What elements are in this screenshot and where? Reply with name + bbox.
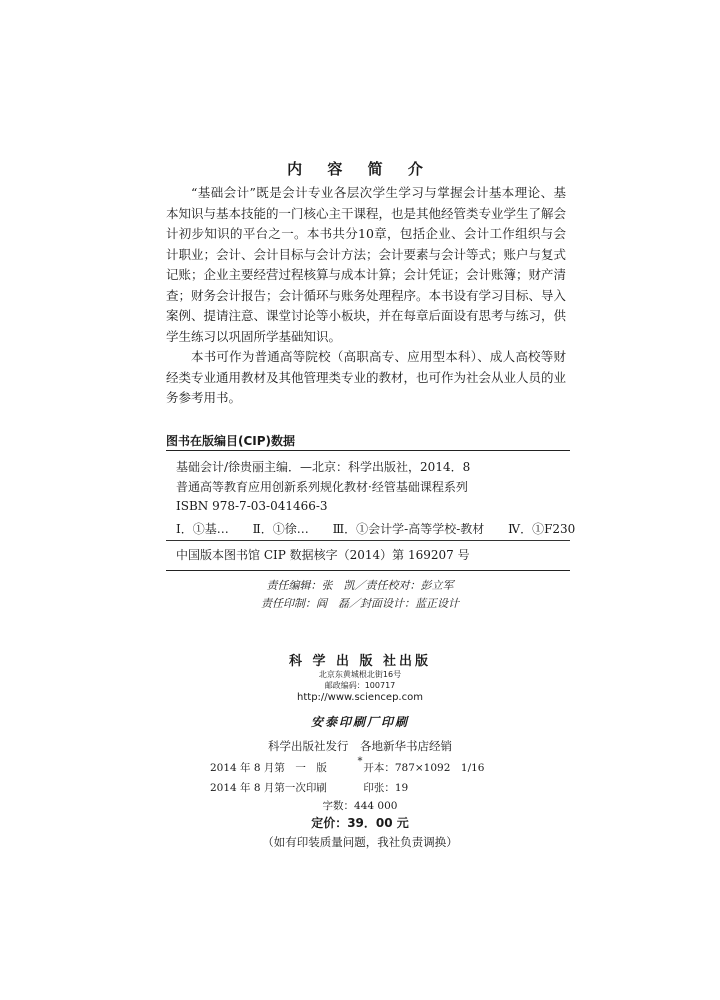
publisher-postcode: 邮政编码：100717 (324, 681, 396, 690)
editors-block (0, 577, 720, 613)
cip-class-4: Ⅳ．①F230 (508, 522, 576, 536)
intro-body (166, 183, 566, 409)
sheets-line: 印张：19 (363, 782, 409, 794)
publisher-url: http://www.sciencep.com (297, 692, 423, 703)
cip-classification (176, 520, 595, 537)
print-info-row-2 (210, 778, 484, 798)
cip-bottom-rule (166, 570, 570, 571)
publisher-block (0, 650, 720, 767)
cip-class-1: Ⅰ．①基… (176, 522, 229, 536)
publisher-name: 科 学 出 版 社出版 (288, 654, 432, 669)
cip-line-series: 普通高等教育应用创新系列规化教材·经管基础课程系列 (176, 479, 468, 494)
editors-line-1: 责任编辑：张 凯／责任校对：彭立军 (266, 579, 454, 592)
cip-heading: 图书在版编目(CIP)数据 (166, 434, 296, 448)
cip-record-number: 中国版本图书馆 CIP 数据核字（2014）第 169207 号 (176, 548, 470, 562)
cip-top-rule (166, 450, 570, 451)
cip-class-3: Ⅲ．①会计学-高等学校-教材 (332, 522, 485, 536)
price: 定价：39．00 元 (311, 816, 409, 830)
print-info (210, 758, 484, 798)
editors-line-2: 责任印制：阎 磊／封面设计：蓝正设计 (261, 597, 459, 610)
distributor-line: 科学出版社发行 各地新华书店经销 (268, 739, 452, 753)
cip-record (176, 458, 566, 517)
cip-line-isbn: ISBN 978-7-03-041466-3 (176, 499, 328, 513)
printing-line: 2014 年 8 月第一次印刷 (210, 782, 327, 794)
printer-name: 安泰印刷厂印刷 (310, 715, 409, 729)
cip-middle-rule (166, 540, 570, 541)
intro-paragraph-1: “基础会计”既是会计专业各层次学生学习与掌握会计基本理论、基本知识与基本技能的一门核心主干课程，也是其他经管类专业学生了解会计初步知识的平台之一。本书共分10章，包括企业、会计工作组织与会计职业；会计、会计目标与会计方法；会计要素与会计等式；账户与复式记账；企业主要经营过程核算与成本计算；会计凭证；会计账簿；财产清查；财务会计报告；会计循环与账务处理程序。本书设有学习目标、导入案例、提请注意、课堂讨论等小板块，并在每章后面设有思考与练习，供学生练习以巩固所学基础知识。 (166, 185, 567, 344)
edition-line: 2014 年 8 月第 一 版 (210, 762, 327, 774)
format-line: 开本：787×1092 1/16 (363, 762, 485, 774)
intro-title: 内 容 简 介 (287, 160, 433, 178)
intro-paragraph-2: 本书可作为普通高等院校（高职高专、应用型本科）、成人高校等财经类专业通用教材及其他管理类专业的教材，也可作为社会从业人员的业务参考用书。 (166, 349, 567, 405)
cip-class-2: Ⅱ．①徐… (252, 522, 309, 536)
publisher-address: 北京东黄城根北街16号 (318, 670, 402, 679)
quality-notice: （如有印装质量问题，我社负责调换） (262, 835, 458, 849)
cip-line-title: 基础会计/徐贵丽主编．—北京：科学出版社，2014．8 (176, 460, 471, 474)
asterisk-divider: * (357, 756, 363, 767)
wordcount: 字数：444 000 (322, 800, 398, 812)
print-info-row-1 (210, 758, 484, 778)
